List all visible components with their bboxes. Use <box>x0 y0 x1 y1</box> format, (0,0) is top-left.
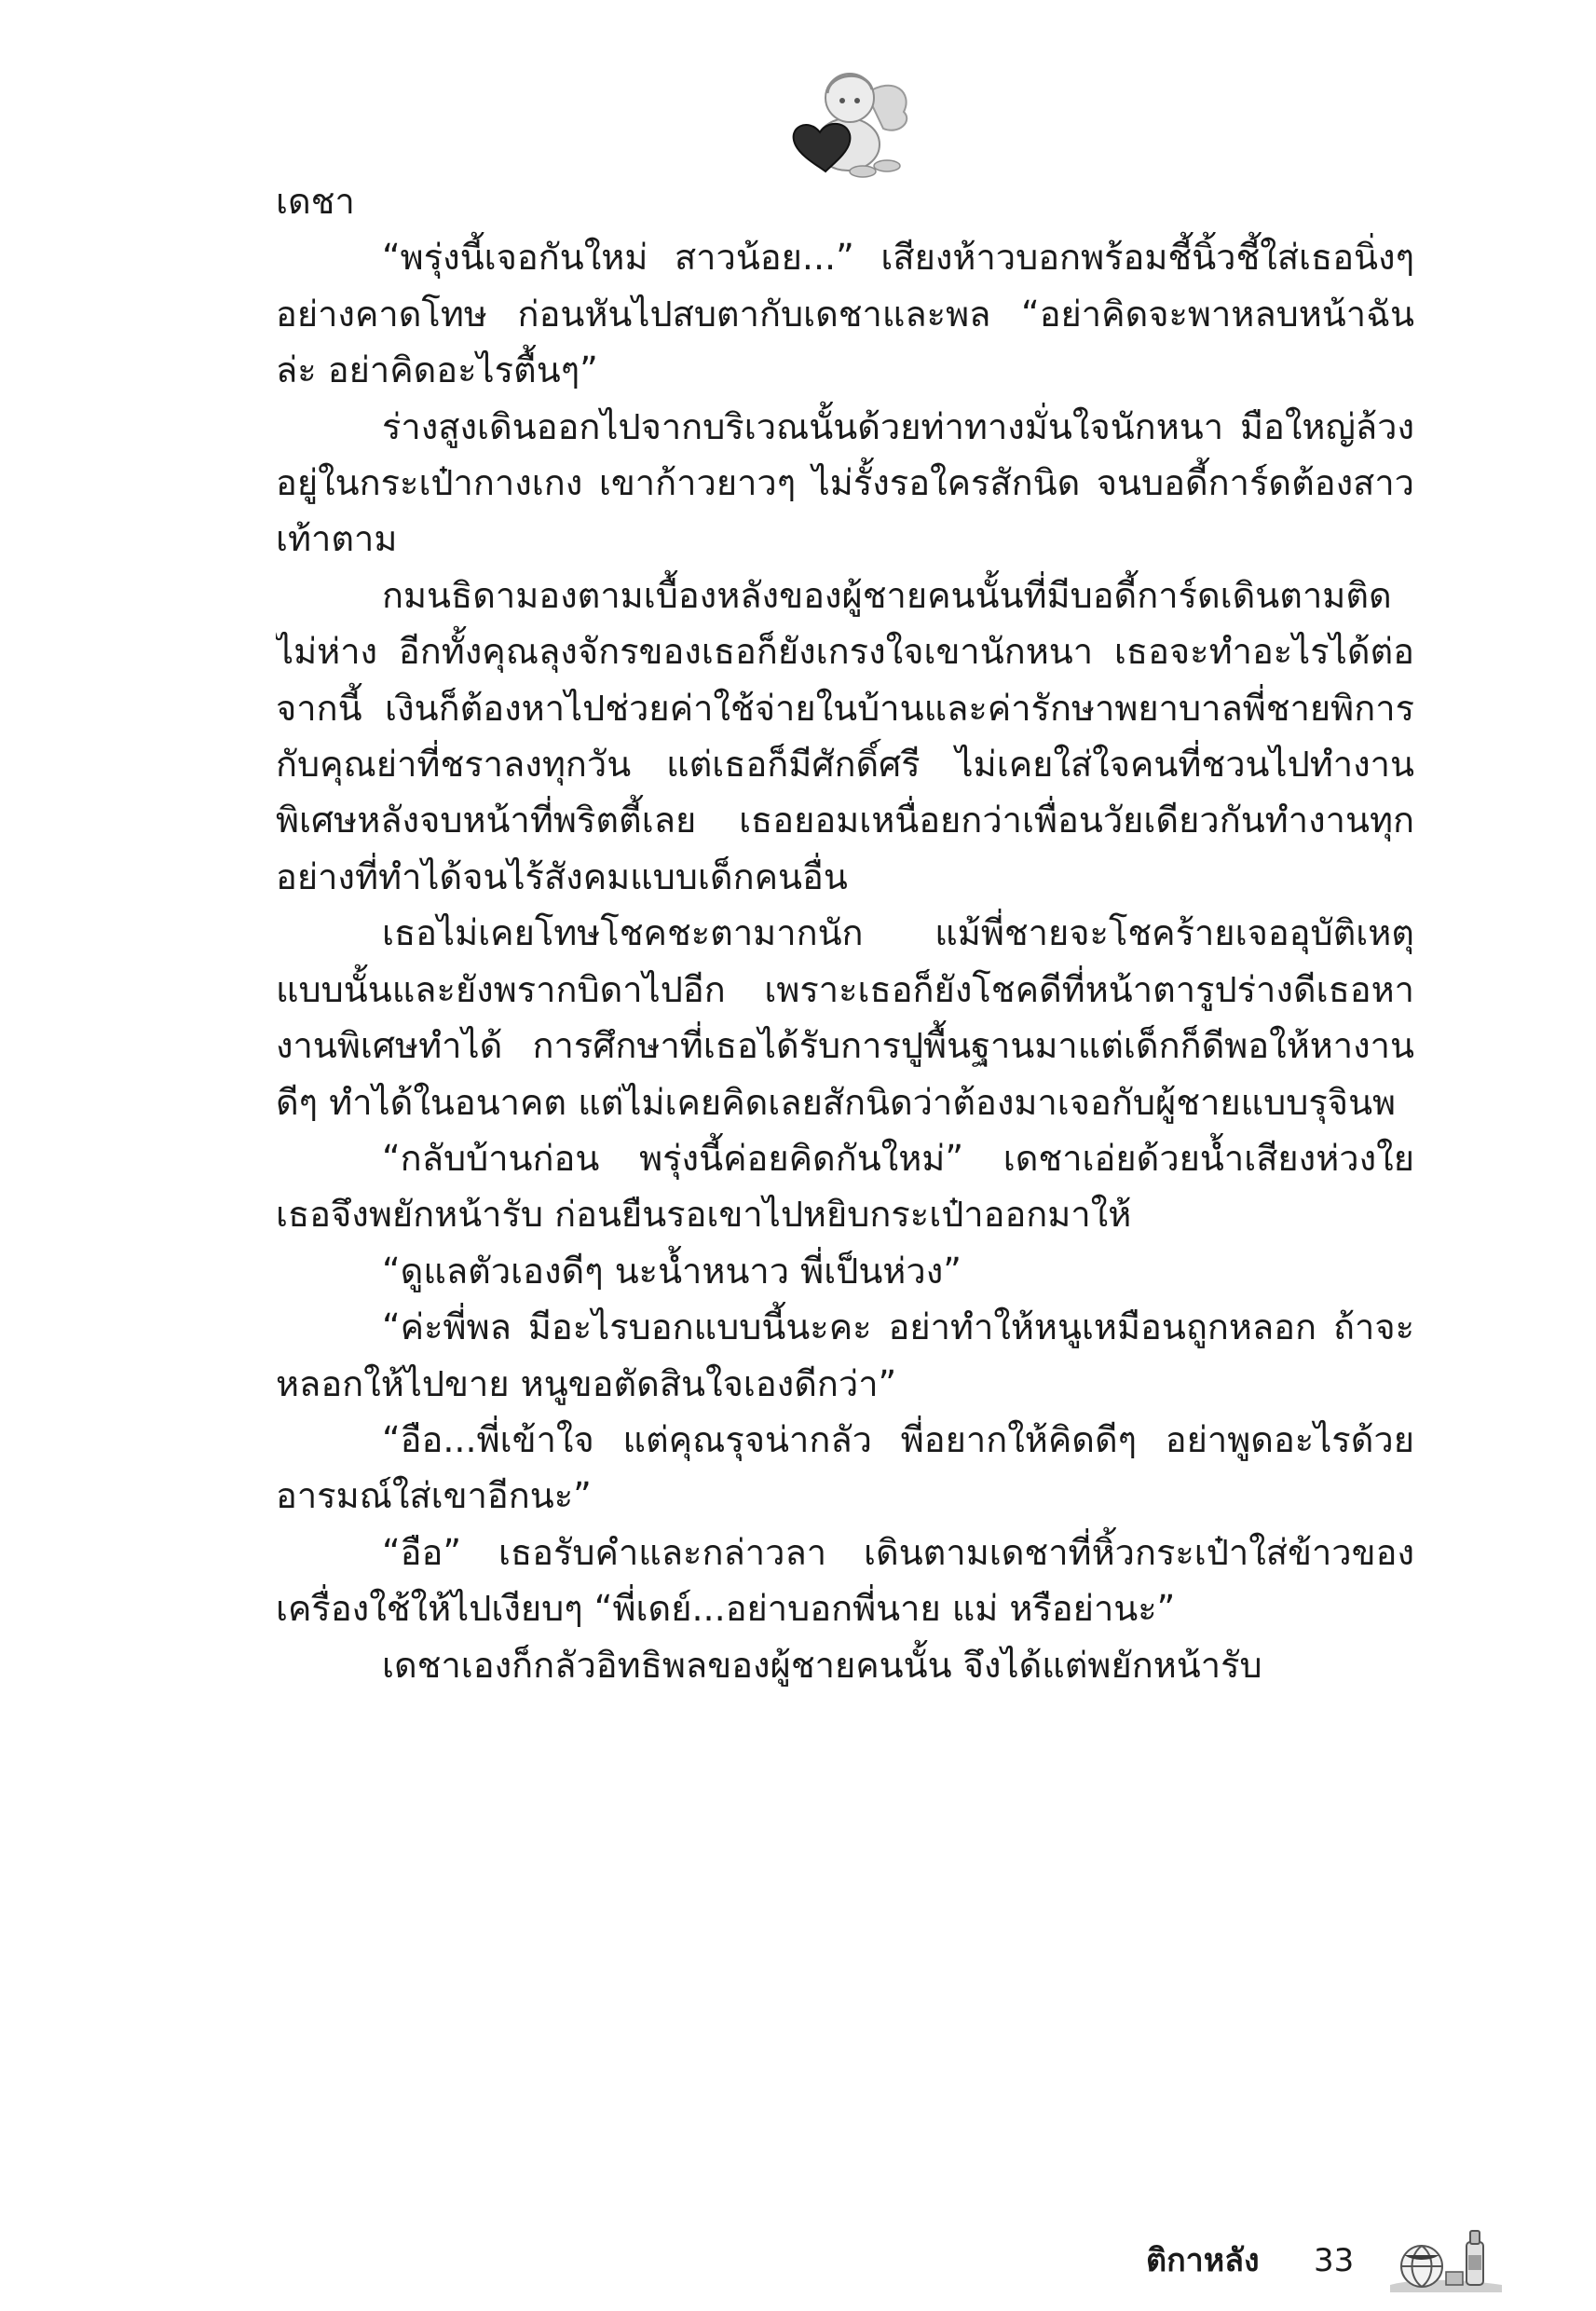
paragraph: กมนธิดามองตามเบื้องหลังของผู้ชายคนนั้นที่มีบอดี้การ์ดเดินตามติดไม่ห่าง อีกทั้งคุณลุงจักรของเธอก็ยังเกรงใจเขานักหนา เธอจะทำอะไรได้ต่อจากนี้ เงินก็ต้องหาไปช่วยค่าใช้จ่ายในบ้านและค่ารักษาพยาบาลพี่ชายพิการกับคุณย่าที่ชราลงทุกวัน แต่เธอก็มีศักดิ์ศรี ไม่เคยใส่ใจคนที่ชวนไปทำงานพิเศษหลังจบหน้าที่พริตตี้เลย เธอยอมเหนื่อยกว่าเพื่อนวัยเดียวกันทำงานทุกอย่างที่ทำได้จนไร้สังคมแบบเด็กคนอื่น <box>276 574 1414 897</box>
paragraph: “พรุ่งนี้เจอกันใหม่ สาวน้อย...” เสียงห้าวบอกพร้อมชี้นิ้วชี้ใส่เธอนิ่งๆ อย่างคาดโทษ ก่อนหันไปสบตากับเดชาและพล “อย่าคิดจะพาหลบหน้าฉันล่ะ อย่าคิดอะไรตื้นๆ” <box>276 237 1414 391</box>
page-number: 33 <box>1314 2242 1355 2279</box>
paragraph: เธอไม่เคยโทษโชคชะตามากนัก แม้พี่ชายจะโชคร้ายเจออุบัติเหตุแบบนั้นและยังพรากบิดาไปอีก เพราะเธอก็ยังโชคดีที่หน้าตารูปร่างดีเธอหางานพิเศษทำได้ การศึกษาที่เธอได้รับการปูพื้นฐานมาแต่เด็กก็ดีพอให้หางานดีๆ ทำได้ในอนาคต แต่ไม่เคยคิดเลยสักนิดว่าต้องมาเจอกับผู้ชายแบบรุจินพ <box>276 912 1414 1123</box>
paragraph: เดชา <box>276 181 355 222</box>
paragraph: “อือ...พี่เข้าใจ แต่คุณรุจน่ากลัว พี่อยากให้คิดดีๆ อย่าพูดอะไรด้วยอารมณ์ใส่เขาอีกนะ” <box>276 1418 1414 1517</box>
beach-ball-bottle-icon <box>1390 2223 1502 2292</box>
paragraph: “อือ” เธอรับคำและกล่าวลา เดินตามเดชาที่หิ้วกระเป๋าใส่ข้าวของเครื่องใช้ให้ไปเงียบๆ “พี่เดย์...อย่าบอกพี่นาย แม่ หรือย่านะ” <box>276 1531 1414 1630</box>
paragraph: ร่างสูงเดินออกไปจากบริเวณนั้นด้วยท่าทางมั่นใจนักหนา มือใหญ่ล้วงอยู่ในกระเป๋ากางเกง เขาก้าวยาวๆ ไม่รั้งรอใครสักนิด จนบอดี้การ์ดต้องสาวเท้าตาม <box>276 405 1414 560</box>
paragraph: “ดูแลตัวเองดีๆ นะน้ำหนาว พี่เป็นห่วง” <box>382 1250 962 1292</box>
paragraph: เดชาเองก็กลัวอิทธิพลของผู้ชายคนนั้น จึงได้แต่พยักหน้ารับ <box>382 1644 1262 1686</box>
page-footer <box>1146 2238 1519 2304</box>
cherub-heart-icon <box>773 56 922 186</box>
paragraph: “ค่ะพี่พล มีอะไรบอกแบบนี้นะคะ อย่าทำให้หนูเหมือนถูกหลอก ถ้าจะหลอกให้ไปขาย หนูขอตัดสินใจเองดีกว่า” <box>276 1306 1414 1404</box>
paragraph: “กลับบ้านก่อน พรุ่งนี้ค่อยคิดกันใหม่” เดชาเอ่ยด้วยน้ำเสียงห่วงใย เธอจึงพยักหน้ารับ ก่อนยืนรอเขาไปหยิบกระเป๋าออกมาให้ <box>276 1137 1414 1236</box>
body-text <box>276 173 1414 2140</box>
book-title: ติกาหลัง <box>1146 2242 1260 2279</box>
